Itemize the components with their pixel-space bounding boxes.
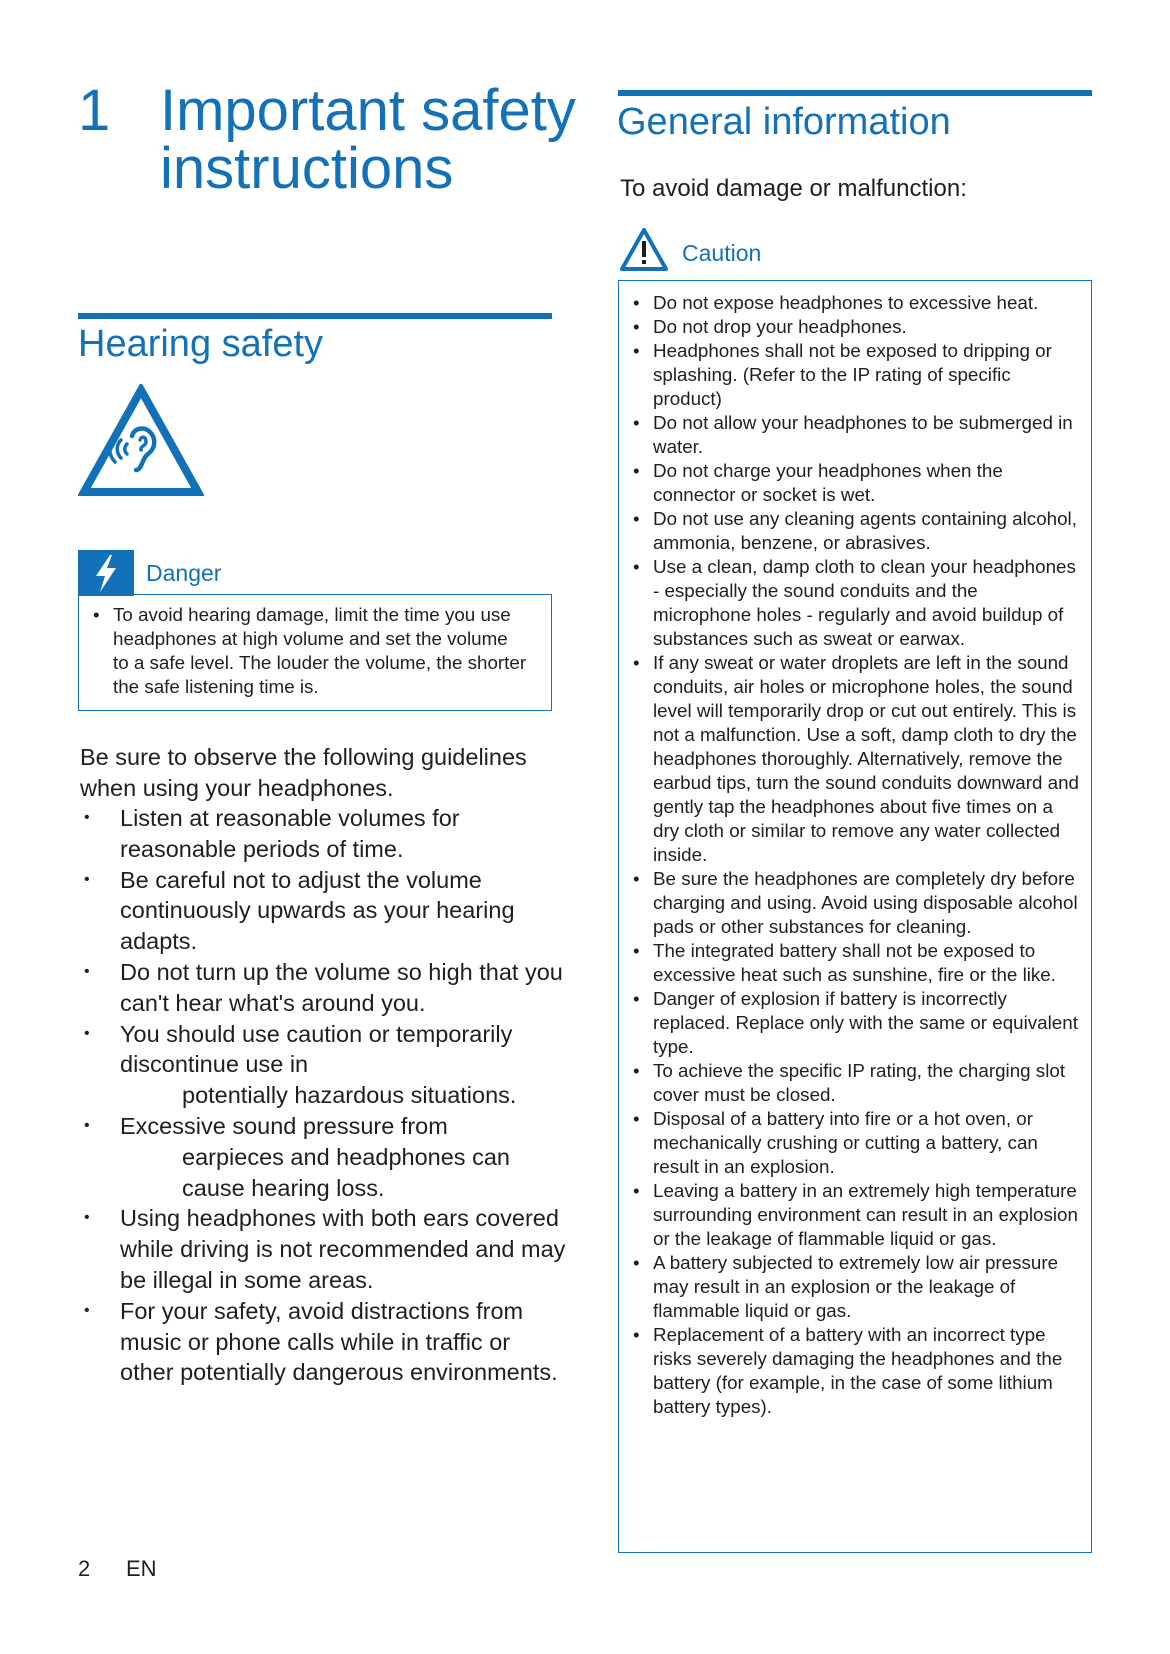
ear-sound-warning-icon bbox=[78, 384, 204, 498]
list-item: • Do not allow your headphones to be submerged in water. bbox=[619, 411, 1081, 459]
language-code: EN bbox=[126, 1556, 157, 1581]
warning-triangle-icon bbox=[618, 226, 670, 272]
list-item: • Replacement of a battery with an incorrect type risks severely damaging the headphones and the battery (for example, in the case of some lithium battery types). bbox=[619, 1323, 1081, 1419]
guideline-text-continued: potentially hazardous situations. bbox=[182, 1082, 517, 1109]
guideline-text: Excessive sound pressure from bbox=[120, 1112, 448, 1139]
list-item: • Leaving a battery in an extremely high temperature surrounding environment can result in an explosion or the leakage of flammable liquid or gas. bbox=[619, 1179, 1081, 1251]
guideline-text: For your safety, avoid distractions from music or phone calls while in traffic or other potentially dangerous environments. bbox=[120, 1297, 558, 1386]
caution-box bbox=[618, 280, 1092, 1553]
list-item: • The integrated battery shall not be exposed to excessive heat such as sunshine, fire or the like. bbox=[619, 939, 1081, 987]
danger-box bbox=[78, 594, 552, 711]
list-item: • Be sure the headphones are completely dry before charging and using. Avoid using disposable alcohol pads or other substances for cleaning. bbox=[619, 867, 1081, 939]
chapter-title: Important safety instructions bbox=[160, 78, 576, 201]
guideline-text: Do not turn up the volume so high that you can't hear what's around you. bbox=[120, 958, 563, 1016]
hearing-safety-heading: Hearing safety bbox=[78, 323, 324, 365]
guideline-text: Be careful not to adjust the volume continuously upwards as your hearing adapts. bbox=[120, 866, 515, 955]
lightning-bolt-icon bbox=[78, 550, 134, 596]
list-item bbox=[80, 1203, 570, 1295]
guideline-text: Listen at reasonable volumes for reasonable periods of time. bbox=[120, 805, 460, 862]
danger-label: Danger bbox=[146, 560, 222, 586]
list-item: • Do not use any cleaning agents containing alcohol, ammonia, benzene, or abrasives. bbox=[619, 507, 1081, 555]
danger-list bbox=[79, 603, 551, 699]
general-intro: To avoid damage or malfunction: bbox=[620, 175, 967, 202]
list-item bbox=[80, 1296, 570, 1388]
list-item bbox=[80, 957, 570, 1019]
chapter-number: 1 bbox=[78, 78, 111, 143]
section-rule-hearing bbox=[78, 313, 552, 319]
hearing-intro: Be sure to observe the following guidelines when using your headphones. bbox=[80, 744, 527, 801]
section-rule-general bbox=[618, 90, 1092, 96]
list-item: • A battery subjected to extremely low air pressure may result in an explosion or the leakage of flammable liquid or gas. bbox=[619, 1251, 1081, 1323]
guideline-text: You should use caution or temporarily discontinue use in bbox=[120, 1020, 513, 1078]
page-number: 2 bbox=[78, 1556, 91, 1581]
list-item bbox=[80, 803, 570, 865]
list-item: • Headphones shall not be exposed to dripping or splashing. (Refer to the IP rating of specific product) bbox=[619, 339, 1081, 411]
guidelines-list-container bbox=[80, 803, 570, 1388]
list-item: • To achieve the specific IP rating, the charging slot cover must be closed. bbox=[619, 1059, 1081, 1107]
list-item: • Disposal of a battery into fire or a hot oven, or mechanically crushing or cutting a battery, can result in an explosion. bbox=[619, 1107, 1081, 1179]
guideline-text: Using headphones with both ears covered while driving is not recommended and may be illegal in some areas. bbox=[120, 1205, 566, 1293]
list-item: • If any sweat or water droplets are left in the sound conduits, air holes or microphone holes, the sound level will temporarily drop or cut out entirely. This is not a malfunction. Use a soft, damp cloth to dry the headphones thoroughly. Alternatively, remove the earbud tips, turn the sound conduits downward and gently tap the headphones about five times on a dry cloth or similar to remove any water collected inside. bbox=[619, 651, 1081, 867]
guidelines-list bbox=[80, 803, 570, 1388]
guideline-text-continued: earpieces and headphones can cause hearing loss. bbox=[182, 1143, 510, 1201]
list-item: • Use a clean, damp cloth to clean your headphones - especially the sound conduits and the microphone holes - regularly and avoid buildup of substances such as sweat or earwax. bbox=[619, 555, 1081, 651]
list-item: • Do not expose headphones to excessive heat. bbox=[619, 291, 1081, 315]
list-item: • Do not drop your headphones. bbox=[619, 315, 1081, 339]
list-item bbox=[80, 865, 570, 957]
caution-list bbox=[619, 291, 1091, 1419]
list-item bbox=[80, 1019, 570, 1111]
list-item: • Danger of explosion if battery is incorrectly replaced. Replace only with the same or equivalent type. bbox=[619, 987, 1081, 1059]
list-item bbox=[80, 1111, 570, 1203]
general-information-heading: General information bbox=[617, 101, 951, 143]
caution-label: Caution bbox=[682, 240, 762, 266]
list-item: • Do not charge your headphones when the connector or socket is wet. bbox=[619, 459, 1081, 507]
list-item: • To avoid hearing damage, limit the time you use headphones at high volume and set the volume to a safe level. The louder the volume, the shorter the safe listening time is. bbox=[79, 603, 551, 699]
